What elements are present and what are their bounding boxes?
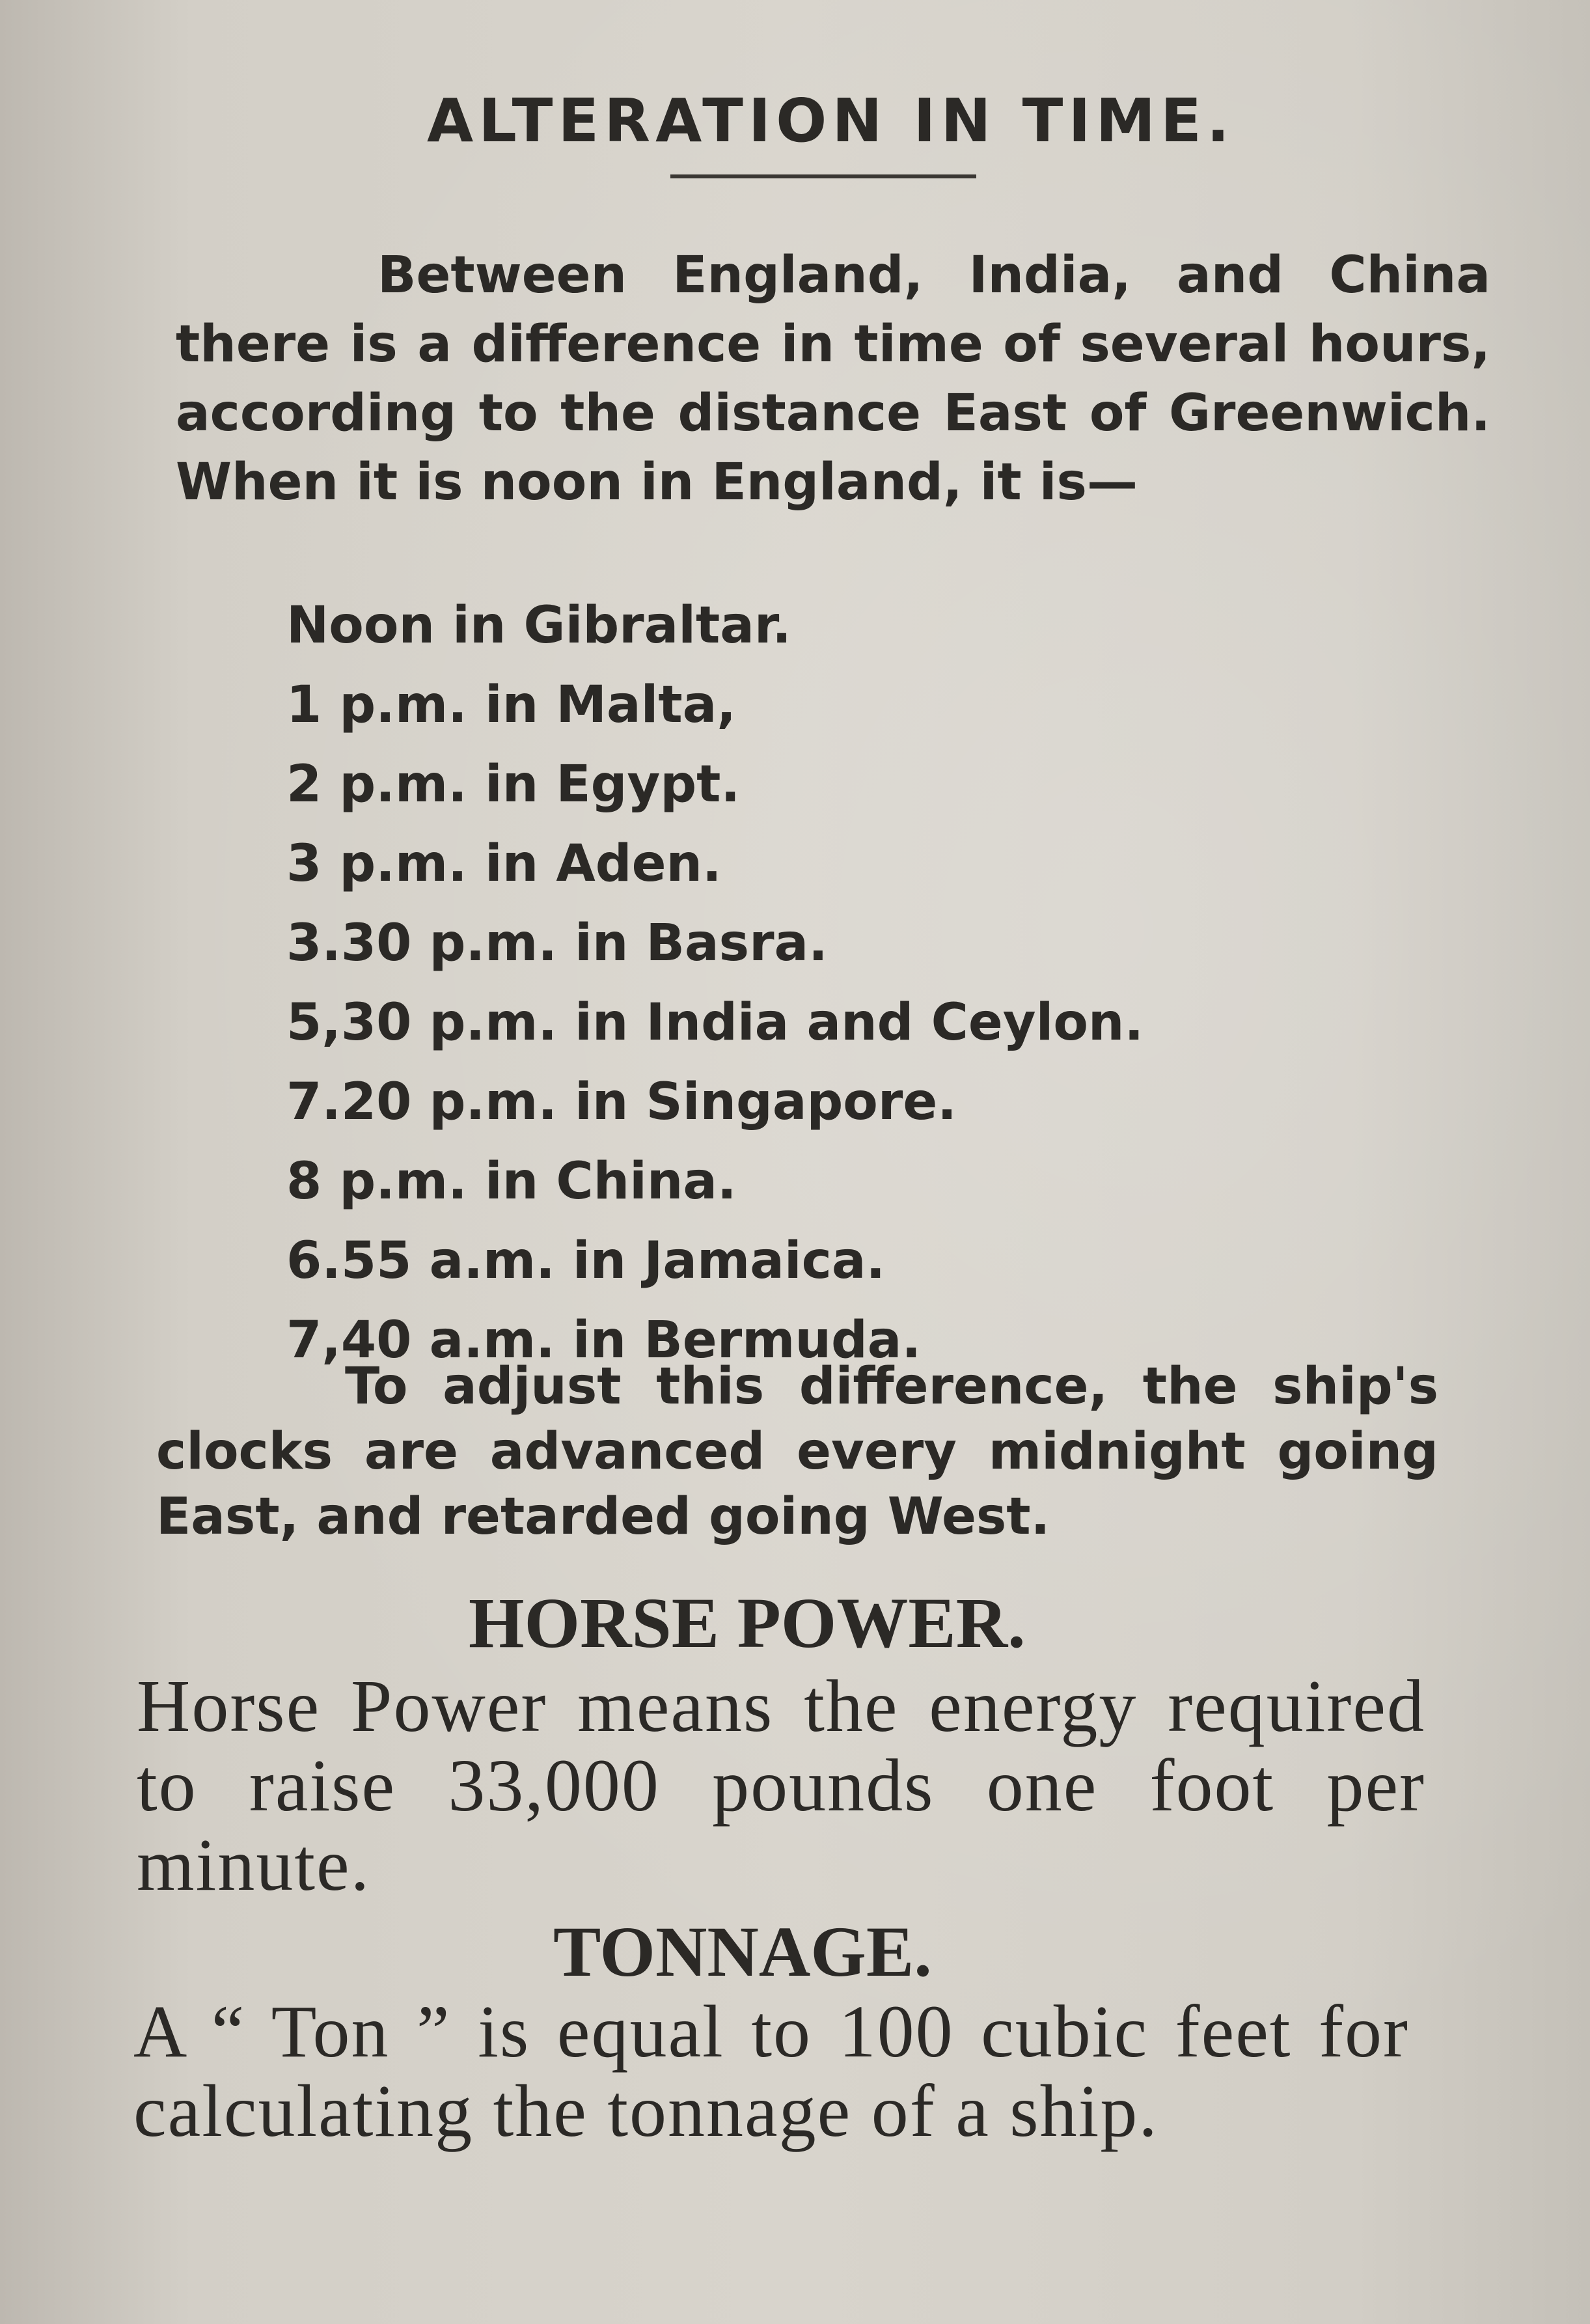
horse-power-text: Horse Power means the energy required to raise 33,000 pounds one foot per minute. (137, 1665, 1425, 1906)
adjust-paragraph: To adjust this difference, the ship's clocks are advanced every midnight going East, and retarded going West. (156, 1357, 1438, 1546)
time-item-bermuda: 7,40 a.m. in Bermuda. (286, 1311, 922, 1370)
time-item-jamaica: 6.55 a.m. in Jamaica. (286, 1232, 886, 1290)
time-item-basra: 3.30 p.m. in Basra. (286, 914, 828, 973)
tonnage-text: A “ Ton ” is equal to 100 cubic feet for calculating the tonnage of a ship. (133, 1990, 1409, 2152)
page-title: ALTERATION IN TIME. (427, 85, 1235, 156)
title-rule (670, 174, 976, 178)
time-item-china: 8 p.m. in China. (286, 1152, 737, 1211)
time-item-singapore: 7.20 p.m. in Singapore. (286, 1073, 957, 1131)
time-item-india-ceylon: 5,30 p.m. in India and Ceylon. (286, 993, 1144, 1052)
time-item-gibraltar: Noon in Gibraltar. (286, 596, 791, 655)
tonnage-heading: TONNAGE. (553, 1912, 932, 1991)
time-item-malta: 1 p.m. in Malta, (286, 676, 736, 734)
time-item-aden: 3 p.m. in Aden. (286, 835, 722, 893)
intro-paragraph: Between England, India, and China there is a difference in time of several hours, according to the distance East of Greenwich. When it is noon in England, it is— (176, 246, 1490, 512)
time-list (286, 586, 1458, 1380)
time-item-egypt: 2 p.m. in Egypt. (286, 755, 741, 814)
horse-power-heading: HORSE POWER. (469, 1583, 1026, 1663)
